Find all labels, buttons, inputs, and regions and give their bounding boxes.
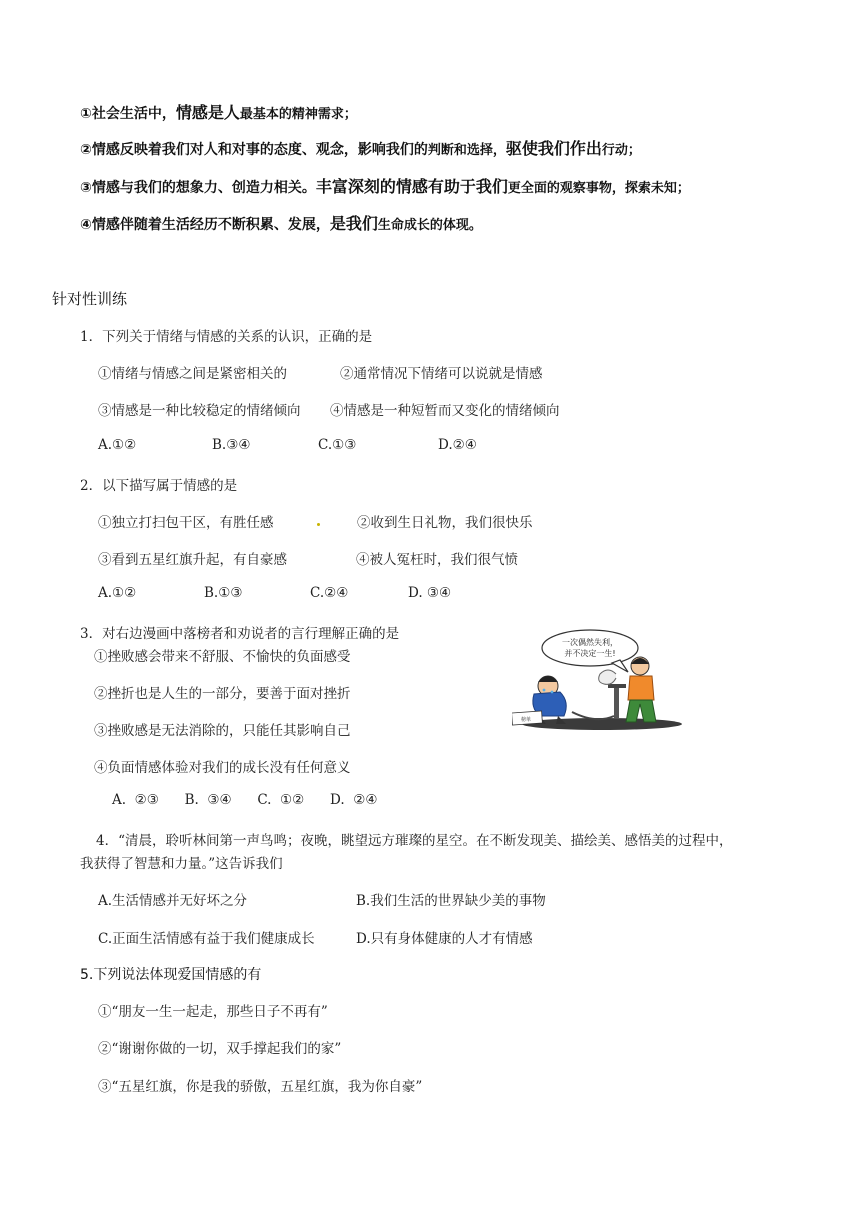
bubble-text-1: 一次偶然失利， [562,638,618,647]
q2-option-2: ②收到生日礼物，我们很快乐 [357,515,533,531]
stray-mark [317,523,320,526]
q3-choices: A. ②③ B. ③④ C. ①② D. ②④ [112,792,378,808]
q5-stem: 5.下列说法体现爱国情感的有 [80,967,262,983]
q2-choice-d: D. ③④ [408,585,452,601]
q2-option-1: ①独立打扫包干区，有胜任感 [98,515,274,531]
q1-stem: 1．下列关于情绪与情感的关系的认识，正确的是 [80,329,373,345]
q2-option-4: ④被人冤枉时，我们很气愤 [356,552,518,568]
q2-option-3: ③看到五星红旗升起，有自豪感 [98,552,287,568]
comic-illustration [512,626,682,730]
q3-option-1: ①挫败感会带来不舒服、不愉快的负面感受 [94,649,351,665]
point-1: ①社会生活中，情感是人最基本的精神需求； [80,103,357,122]
bubble-text-2: 并不决定一生! [564,649,616,658]
q4-stem-line-1: 4．“清晨，聆听林间第一声鸟鸣；夜晚，眺望远方璀璨的星空。在不断发现美、描绘美、感悟美的过程中， [96,833,733,849]
q3-option-2: ②挫折也是人生的一部分，要善于面对挫折 [94,686,351,702]
q1-choice-c: C.①③ [318,437,357,453]
q1-option-4: ④情感是一种短暂而又变化的情绪倾向 [330,403,560,419]
paper-label: 榜单 [520,717,532,723]
q4-choice-a: A.生活情感并无好坏之分 [98,893,248,909]
q4-choice-d: D.只有身体健康的人才有情感 [356,931,533,947]
section-title: 针对性训练 [52,290,128,308]
q3-option-3: ③挫败感是无法消除的，只能任其影响自己 [94,723,351,739]
q1-option-1: ①情绪与情感之间是紧密相关的 [98,366,287,382]
q2-choice-b: B.①③ [204,585,243,601]
q4-stem-line-2: 我获得了智慧和力量。”这告诉我们 [80,856,283,872]
q5-option-3: ③“五星红旗，你是我的骄傲，五星红旗，我为你自豪” [98,1079,423,1095]
q1-choice-d: D.②④ [438,437,477,453]
q1-choice-a: A.①② [98,437,137,453]
point-2: ②情感反映着我们对人和对事的态度、观念，影响我们的判断和选择，驱使我们作出行动； [80,139,641,158]
q1-choice-b: B.③④ [212,437,251,453]
q3-stem: 3．对右边漫画中落榜者和劝说者的言行理解正确的是 [80,626,400,642]
point-4: ④情感伴随着生活经历不断积累、发展，是我们生命成长的体现。 [80,214,482,233]
q5-option-2: ②“谢谢你做的一切，双手撑起我们的家” [98,1041,342,1057]
q2-choice-a: A.①② [98,585,137,601]
q5-option-1: ①“朋友一生一起走，那些日子不再有” [98,1004,328,1020]
q2-choice-c: C.②④ [310,585,349,601]
q4-choice-c: C.正面生活情感有益于我们健康成长 [98,931,315,947]
q2-stem: 2．以下描写属于情感的是 [80,478,238,494]
q4-choice-b: B.我们生活的世界缺少美的事物 [356,893,546,909]
q1-option-2: ②通常情况下情绪可以说就是情感 [340,366,543,382]
q1-option-3: ③情感是一种比较稳定的情绪倾向 [98,403,301,419]
q3-option-4: ④负面情感体验对我们的成长没有任何意义 [94,760,351,776]
point-3: ③情感与我们的想象力、创造力相关。丰富深刻的情感有助于我们更全面的观察事物，探索未知； [80,177,690,196]
